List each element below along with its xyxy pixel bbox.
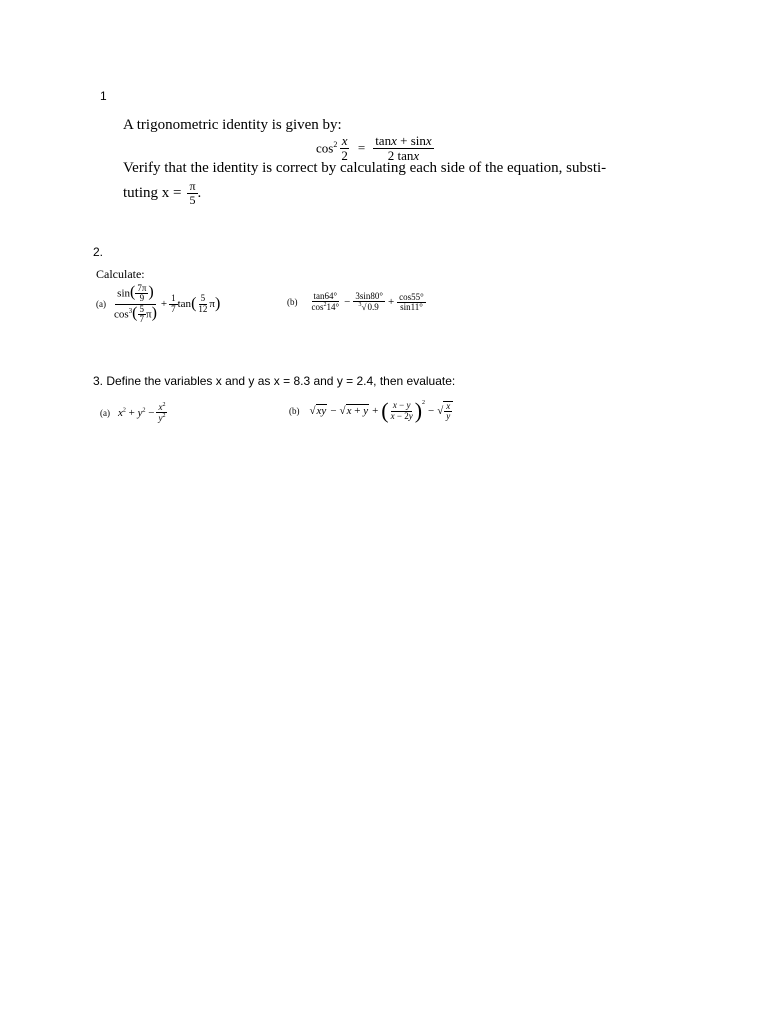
verify-substitution-text: tuting x = xyxy=(123,184,182,201)
problem-2-part-b: (b) $\frac{\tan 64^\circ}{\cos^214^\circ}$ − $\frac{3\sin 80^\circ}{^3√0.9}$ + $\frac{\cos 55^\circ}{\sin 11^\circ}$ xyxy=(287,291,424,313)
part-3b-label: (b) xyxy=(289,406,300,416)
problem-1-number: 1 xyxy=(100,89,107,103)
pi-over-5: $\frac{\pi}{5}$ xyxy=(189,179,196,207)
problem-1-intro: A trigonometric identity is given by: xyxy=(123,117,342,133)
problem-2-number: 2. xyxy=(93,245,104,259)
problem-2-calculate: Calculate: xyxy=(96,267,145,281)
part-b-label: (b) xyxy=(287,297,298,308)
problem-3-part-a: (a) $x^2 + y^2$ − $\frac{x^2}{y^2}$ xyxy=(100,402,166,424)
part-3a-label: (a) xyxy=(100,407,110,418)
problem-1-verify-line-2: tuting x = $\frac{\pi}{5}$ . xyxy=(123,179,202,207)
part-a-label: (a) xyxy=(96,299,106,310)
problem-3-part-b: (b) √xy − √x + y + ( $\frac{x - y}{x - 2y}$ ) $^2$ − √ $\frac{x}{y}$ xyxy=(289,400,453,422)
problem-1-verify-line-1: Verify that the identity is correct by calculating each side of the equation, substi- xyxy=(123,160,607,176)
problem-2-part-a: (a) sin( $\frac{7\pi}{9}$ ) $\cos^3$( $\frac{5}{7}$ π) + $\frac{1}{7}$ tan ( $\frac{5}{12}$ π ) xyxy=(96,283,221,325)
expr-2a-fraction: sin( $\frac{7\pi}{9}$ ) $\cos^3$( $\frac{5}{7}$ π) xyxy=(114,283,157,325)
problem-3-text: 3. Define the variables x and y as x = 8.3 and y = 2.4, then evaluate: xyxy=(93,374,456,388)
identity-equation: $\cos^2$ $\frac{x}{2}$ = $\frac{\tan x + \sin x}{2 \tan x}$ xyxy=(316,133,432,163)
